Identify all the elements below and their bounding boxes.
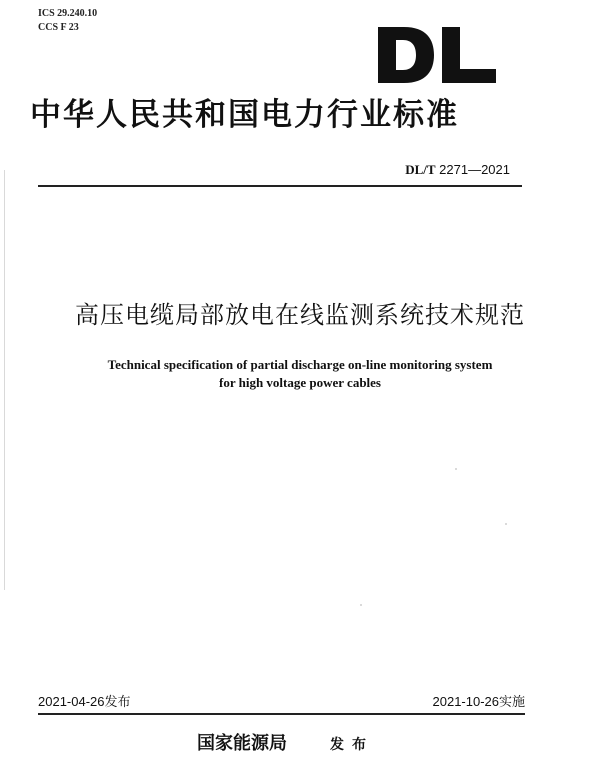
scan-edge-mark	[4, 170, 5, 590]
ccs-code: CCS F 23	[38, 22, 79, 33]
scan-speck	[505, 523, 507, 525]
standard-number	[405, 162, 510, 178]
english-title-line-2: for high voltage power cables	[218, 375, 381, 390]
english-title-line-1: Technical specification of partial discharge on-line monitoring system	[107, 357, 493, 372]
dl-logo	[378, 27, 496, 83]
ics-code: ICS 29.240.10	[38, 8, 98, 19]
industry-standard-title: 中华人民共和国电力行业标准	[30, 97, 459, 133]
implementation-date: 2021-10-26实施	[432, 694, 525, 709]
chinese-title: 高压电缆局部放电在线监测系统技术规范	[75, 301, 525, 329]
publish-label: 发布	[330, 737, 374, 753]
issue-date: 2021-04-26发布	[38, 694, 131, 709]
scan-speck	[455, 468, 457, 470]
top-rule	[38, 185, 522, 187]
bottom-rule	[38, 713, 525, 715]
standard-number-value: 2271—2021	[439, 162, 510, 177]
scan-speck	[360, 604, 362, 606]
issuing-authority: 国家能源局	[197, 733, 287, 754]
standard-number-prefix: DL/T	[405, 162, 436, 177]
